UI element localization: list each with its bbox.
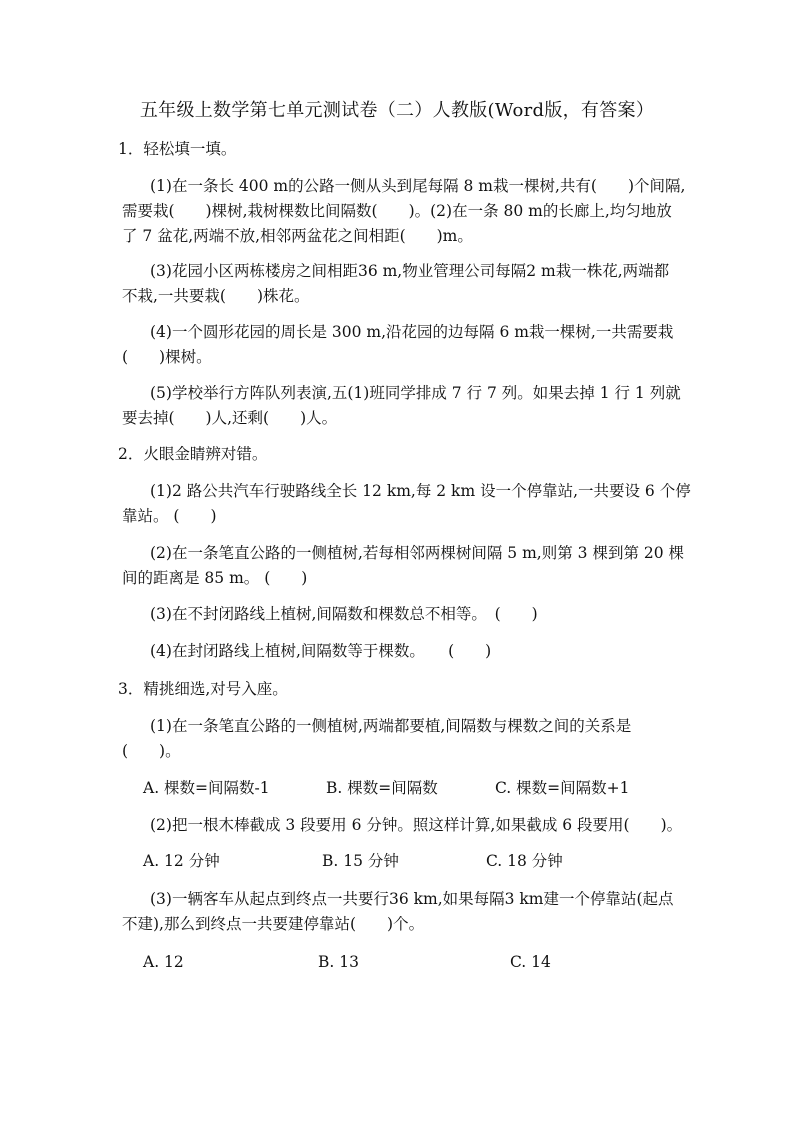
section-1-line: 了 7 盆花,两端不放,相邻两盆花之间相距( )m。 [122,227,473,245]
option-b: B. 15 分钟 [322,852,399,870]
document-title: 五年级上数学第七单元测试卷（二）人教版(Word版，有答案） [139,100,655,121]
option-a: A. 12 [143,953,184,971]
section-1-line: (1)在一条长 400 m的公路一侧从头到尾每隔 8 m栽一棵树,共有( )个间隔, [150,177,686,195]
section-2-line: (4)在封闭路线上植树,间隔数等于棵数。 ( ) [150,642,492,660]
section-3-question-2: (2)把一根木棒截成 3 段要用 6 分钟。照这样计算,如果截成 6 段要用( )。 [150,816,683,834]
section-3-question-3: (3)一辆客车从起点到终点一共要行36 km,如果每隔3 km建一个停靠站(起点 [150,890,674,908]
section-1-line: (3)花园小区两栋楼房之间相距36 m,物业管理公司每隔2 m栽一株花,两端都 [150,262,670,280]
section-1-line: 需要栽( )棵树,栽树棵数比间隔数( )。(2)在一条 80 m的长廊上,均匀地放 [122,202,672,220]
section-2-line: (2)在一条笔直公路的一侧植树,若每相邻两棵树间隔 5 m,则第 3 棵到第 20 棵 [150,544,685,562]
section-2-line: (1)2 路公共汽车行驶路线全长 12 km,每 2 km 设一个停靠站,一共要设 6 个停 [150,482,691,500]
option-a: A. 12 分钟 [143,852,220,870]
section-2-heading: 2．火眼金睛辨对错。 [118,445,268,463]
section-1-heading: 1．轻松填一填。 [118,140,237,158]
section-1-line: ( )棵树。 [122,348,212,366]
section-1-line: (4)一个圆形花园的周长是 300 m,沿花园的边每隔 6 m栽一棵树,一共需要栽 [150,323,674,341]
section-3-question-1: ( )。 [122,742,181,760]
option-b: B. 13 [318,953,359,971]
section-3-question-3: 不建),那么到终点一共要建停靠站( )个。 [122,915,425,933]
section-2-line: 间的距离是 85 m。 ( ) [122,569,308,587]
option-b: B. 棵数=间隔数 [326,779,438,797]
section-3-question-1: (1)在一条笔直公路的一侧植树,两端都要植,间隔数与棵数之间的关系是 [150,717,632,735]
option-c: C. 14 [510,953,551,971]
section-1-line: 不栽,一共要栽( )株花。 [122,287,310,305]
option-c: C. 18 分钟 [486,852,563,870]
section-3-heading: 3．精挑细选,对号入座。 [118,680,288,698]
section-2-line: (3)在不封闭路线上植树,间隔数和棵数总不相等。 ( ) [150,605,538,623]
section-2-line: 靠站。 ( ) [122,507,217,525]
option-a: A. 棵数=间隔数-1 [143,779,270,797]
option-c: C. 棵数=间隔数+1 [495,779,630,797]
section-1-line: (5)学校举行方阵队列表演,五(1)班同学排成 7 行 7 列。如果去掉 1 行 1 列就 [150,384,681,402]
section-1-line: 要去掉( )人,还剩( )人。 [122,409,338,427]
